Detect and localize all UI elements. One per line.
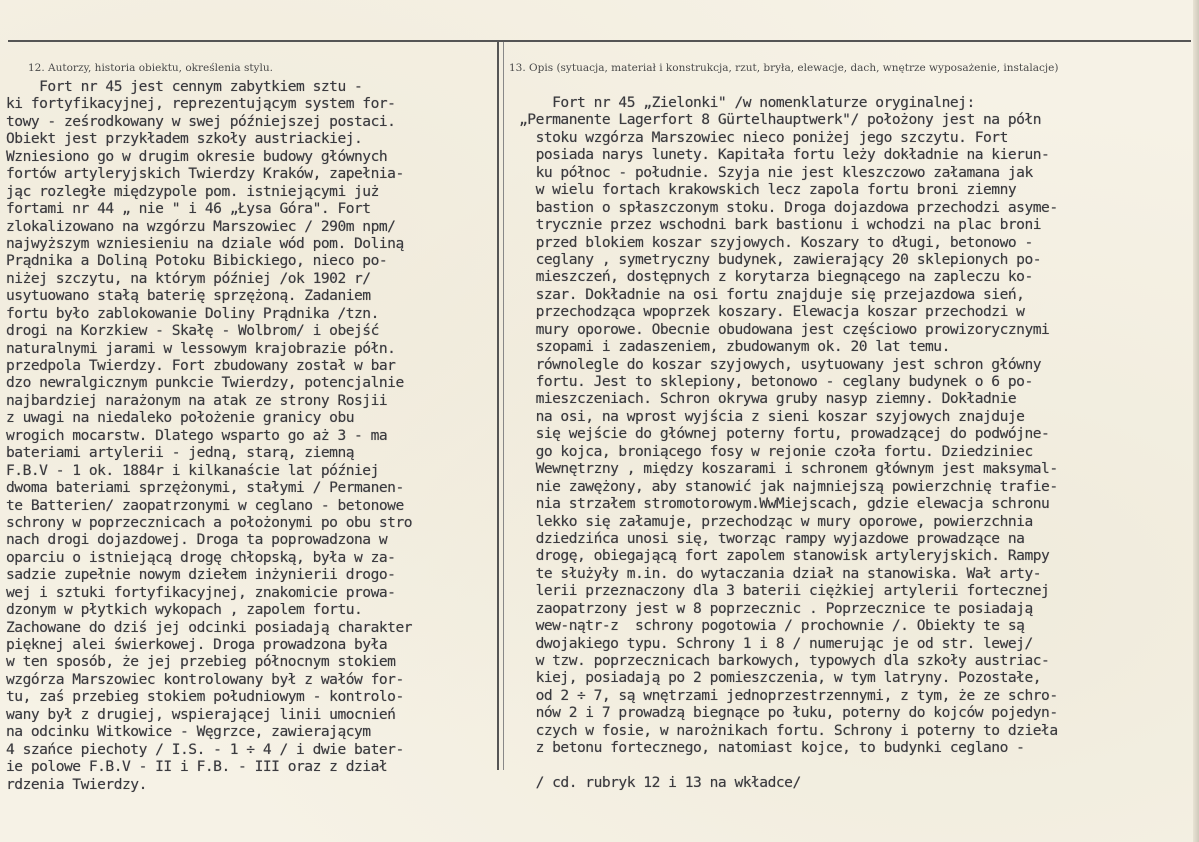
text-line: Wzniesiono go w drugim okresie budowy głównych — [6, 147, 388, 165]
text-line: Fort nr 45 jest cennym zabytkiem sztu - — [6, 78, 363, 95]
text-line: szopami i zadaszeniem, zbudowanym ok. 20 lat temu. — [519, 338, 950, 356]
text-line: drogę, obiegającą fort zapolem stanowisk artyleryjskich. Rampy — [519, 547, 1050, 565]
text-line: dzo newralgicznym punkcie Twierdzy, potencjalnie — [6, 374, 404, 392]
text-line: mury oporowe. Obecnie obudowana jest częściowo prowizorycznymi — [519, 320, 1050, 338]
section-13-heading: 13. Opis (sytuacja, materiał i konstrukcja, rzut, bryła, elewacje, dach, wnętrze wyposażenie, instalacje) — [509, 62, 1059, 74]
text-line — [519, 757, 1058, 774]
text-line: mieszczeniach. Schron okrywa gruby nasyp ziemny. Dokładnie — [519, 390, 1017, 408]
section-12-text — [6, 78, 412, 793]
text-line: nia strzałem stromotorowym.WwMiejscach, gdzie elewacja schronu — [519, 495, 1050, 513]
page-edge — [1193, 0, 1199, 842]
text-line: najwyższym wzniesieniu na dziale wód pom. Doliną — [6, 234, 404, 252]
section-13-text — [519, 94, 1058, 792]
text-line: posiada narys lunety. Kapitała fortu leży dokładnie na kierun- — [519, 146, 1050, 164]
text-line: pięknej alei świerkowej. Droga prowadzona była — [6, 636, 388, 653]
section-12-heading: 12. Autorzy, historia obiektu, określenia stylu. — [28, 62, 273, 74]
text-line: najbardziej narażonym na atak ze strony Rosjii — [6, 391, 388, 409]
text-line: tu, zaś przebieg stokiem południowym - kontrolo- — [6, 688, 404, 706]
text-line: zlokalizowano na wzgórzu Marszowiec / 290m npm/ — [6, 217, 396, 235]
text-line: fortami nr 44 „ nie " i 46 „Łysa Góra". Fort — [6, 200, 371, 218]
text-line: kiej, posiadają po 2 pomieszczenia, w tym latryny. Pozostałe, — [519, 669, 1042, 687]
text-line: dzonym w płytkich wykopach , zapolem fortu. — [6, 601, 363, 619]
text-line: niżej szczytu, na którym później /ok 1902 r/ — [6, 269, 371, 287]
text-line: stoku wzgórza Marszowiec nieco poniżej jego szczytu. Fort — [519, 128, 1008, 146]
text-line: fortu było zablokowanie Doliny Prądnika /tzn. — [6, 304, 379, 322]
text-line: fortów artyleryjskich Twierdzy Kraków, zapełnia- — [6, 165, 404, 183]
text-line: usytuowano stałą baterię sprzężoną. Zadaniem — [6, 287, 371, 305]
text-line: na osi, na wprost wyjścia z sieni koszar szyjowych znajduje — [519, 407, 1025, 425]
text-line: oparciu o istniejącą drogę chłopską, była w za- — [6, 548, 396, 566]
text-line: na odcinku Witkowice - Węgrzce, zawierającym — [6, 723, 371, 741]
text-line: Zachowane do dziś jej odcinki posiadają charakter — [6, 618, 413, 636]
text-line: wej i sztuki fortyfikacyjnej, znakomicie prowa- — [6, 583, 396, 601]
text-line: naturalnymi jarami w lessowym krajobrazie półn. — [6, 339, 396, 357]
text-line: „Permanente Lagerfort 8 Gürtelhauptwerk"/ położony jest na półn — [519, 111, 1042, 129]
text-line: / cd. rubryk 12 i 13 na wkładce/ — [519, 774, 801, 792]
text-line: nach drogi dojazdowej. Droga ta poprowadzona w — [6, 531, 388, 549]
text-line: wrogich mocarstw. Dlatego wsparto go aż 3 - ma — [6, 426, 388, 444]
text-line: od 2 ÷ 7, są wnętrzami jednoprzestrzennymi, z tym, że ze schro- — [519, 686, 1058, 704]
text-line: towy - ześrodkowany w swej późniejszej postaci. — [6, 112, 396, 130]
text-line: lekko się załamuje, przechodząc w mury oporowe, powierzchnia — [519, 512, 1033, 530]
column-divider-secondary — [503, 42, 504, 770]
text-line: przedpola Twierdzy. Fort zbudowany został w bar — [6, 357, 396, 374]
text-line: sadzie zupełnie nowym dziełem inżynierii drogo- — [6, 566, 396, 584]
text-line: Obiekt jest przykładem szkoły austriackiej. — [6, 130, 363, 148]
text-line: bastion o spłaszczonym stoku. Droga dojazdowa przechodzi asyme- — [519, 198, 1058, 216]
text-line: się wejście do głównej poterny fortu, prowadzącej do podwójne- — [519, 425, 1050, 443]
text-line: go kojca, broniącego fosy w rejonie czoła fortu. Dziedziniec — [519, 442, 1033, 460]
text-line: mieszczeń, dostępnych z korytarza biegnącego na zapleczu ko- — [519, 268, 1033, 286]
text-line: w ten sposób, że jej przebieg północnym stokiem — [6, 653, 396, 671]
text-line: w wielu fortach krakowskich lecz zapola fortu broni ziemny — [519, 181, 1017, 199]
text-line: przed blokiem koszar szyjowych. Koszary to długi, betonowo - — [519, 233, 1033, 251]
text-line: przechodząca wpoprzek koszary. Elewacja koszar przechodzi w — [519, 303, 1025, 321]
text-line: dziedzińca unosi się, tworząc rampy wyjazdowe prowadzące na — [519, 529, 1025, 547]
text-line: dwojakiego typu. Schrony 1 i 8 / numerując je od str. lewej/ — [519, 634, 1033, 652]
text-line: wzgórza Marszowiec kontrolowany był z wałów for- — [6, 670, 404, 688]
text-line: zaopatrzony jest w 8 poprzecznic . Poprzecznice te posiadają — [519, 599, 1033, 617]
horizontal-rule — [8, 40, 1191, 42]
text-line: Wewnętrzny , między koszarami i schronem głównym jest maksymal- — [519, 460, 1058, 478]
text-line: czych w fosie, w narożnikach fortu. Schrony i poterny to dzieła — [519, 721, 1058, 739]
text-line: drogi na Korzkiew - Skałę - Wolbrom/ i obejść — [6, 322, 379, 340]
text-line: wew-nątr-z schrony pogotowia / prochownie /. Obiekty te są — [519, 617, 1025, 635]
text-line: z betonu fortecznego, natomiast kojce, to budynki ceglano - — [519, 739, 1025, 757]
text-line: trycznie przez wschodni bark bastionu i wchodzi na plac broni — [519, 216, 1042, 234]
text-line: nów 2 i 7 prowadzą biegnące po łuku, poterny do kojców pojedyn- — [519, 704, 1058, 722]
text-line: te Batterien/ zaopatrzonymi w ceglano - betonowe — [6, 496, 404, 514]
column-divider — [497, 42, 499, 770]
text-line: bateriami artylerii - jedną, starą, ziemną — [6, 444, 355, 462]
text-line: schrony w poprzecznicach a położonymi po obu stro — [6, 513, 413, 531]
text-line: dwoma bateriami sprzężonymi, stałymi / Permanen- — [6, 479, 404, 497]
text-line: lerii przeznaczony dla 3 baterii ciężkiej artylerii fortecznej — [519, 582, 1050, 600]
text-line: 4 szańce piechoty / I.S. - 1 ÷ 4 / i dwie bater- — [6, 740, 404, 758]
text-line: wany był z drugiej, wspierającej linii umocnień — [6, 705, 396, 723]
text-line: te służyły m.in. do wytaczania dział na stanowiska. Wał arty- — [519, 564, 1042, 582]
text-line: fortu. Jest to sklepiony, betonowo - ceglany budynek o 6 po- — [519, 373, 1033, 390]
text-line: nie zawężony, aby stanowić jak najmniejszą powierzchnię trafie- — [519, 477, 1058, 495]
text-line: Fort nr 45 „Zielonki" /w nomenklaturze oryginalnej: — [519, 94, 975, 111]
text-line: rdzenia Twierdzy. — [6, 775, 147, 793]
text-line: ceglany , symetryczny budynek, zawierający 20 sklepionych po- — [519, 250, 1042, 268]
text-line: ie polowe F.B.V - II i F.B. - III oraz z dział — [6, 758, 388, 776]
text-line: ku północ - południe. Szyja nie jest kleszczowo załamana jak — [519, 163, 1033, 181]
text-line: z uwagi na niedaleko położenie granicy obu — [6, 409, 355, 427]
text-line: w tzw. poprzecznicach barkowych, typowych dla szkoły austriac- — [519, 652, 1050, 669]
text-line: ki fortyfikacyjnej, reprezentującym system for- — [6, 95, 396, 113]
text-line: jąc rozległe międzypole pom. istniejącymi już — [6, 182, 379, 200]
text-line: Prądnika a Doliną Potoku Bibickiego, nieco po- — [6, 252, 388, 270]
text-line: równolegle do koszar szyjowych, usytuowany jest schron główny — [519, 355, 1042, 373]
text-line: F.B.V - 1 ok. 1884r i kilkanaście lat później — [6, 461, 379, 479]
text-line: szar. Dokładnie na osi fortu znajduje się przejazdowa sień, — [519, 285, 1025, 303]
